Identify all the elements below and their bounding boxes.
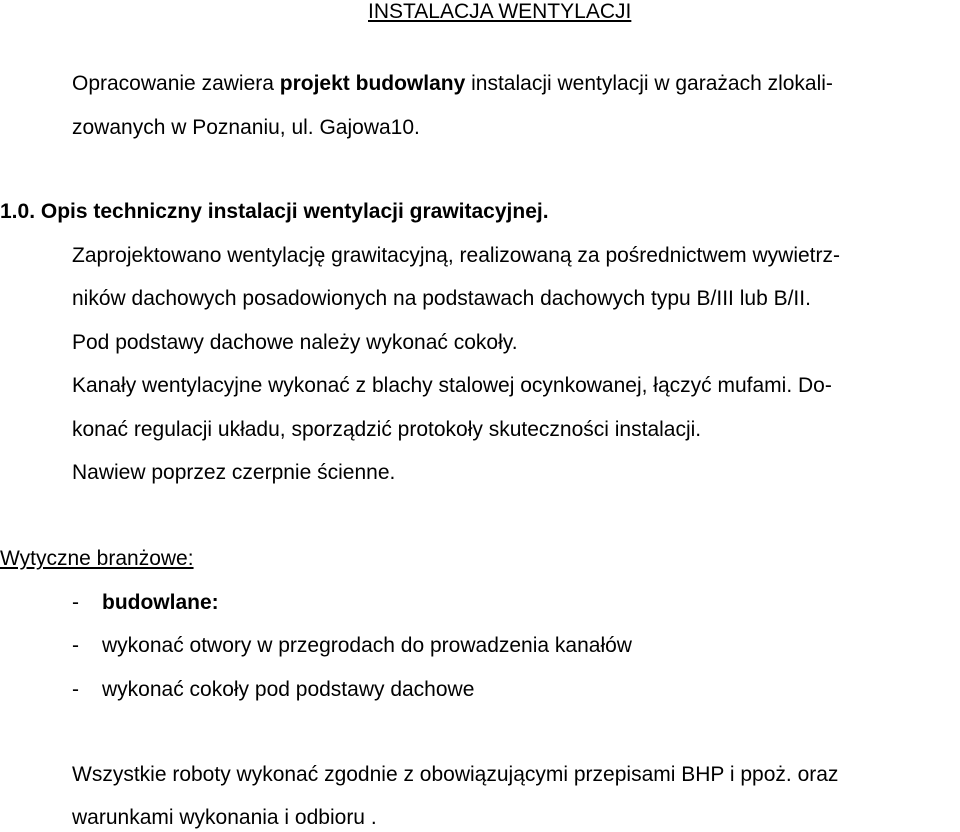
section-text-line: ników dachowych posadowionych na podstawach dachowych typu B/III lub B/II. [72, 287, 811, 310]
list-item [72, 678, 474, 702]
guidelines-subheading: budowlane: [102, 591, 219, 614]
list-item [72, 634, 632, 658]
intro-paragraph-line-2: zowanych w Poznaniu, ul. Gajowa10. [72, 116, 420, 139]
section-text-line: Zaprojektowano wentylację grawitacyjną, realizowaną za pośrednictwem wywietrz- [72, 244, 840, 267]
guidelines-subheading-row [72, 591, 219, 615]
intro-bold-phrase: projekt budowlany [279, 72, 466, 95]
guidelines-heading: Wytyczne branżowe: [0, 547, 194, 570]
section-text-line: Pod podstawy dachowe należy wykonać cokoły. [72, 331, 518, 354]
intro-text-end: instalacji wentylacji w garażach zlokali- [465, 72, 833, 95]
document-title: INSTALACJA WENTYLACJI [368, 0, 632, 23]
list-dash: - [72, 678, 79, 701]
intro-paragraph-line-1 [72, 72, 833, 96]
list-dash: - [72, 634, 79, 657]
section-text-line: Nawiew poprzez czerpnie ścienne. [72, 461, 396, 484]
list-item-text: wykonać otwory w przegrodach do prowadzenia kanałów [102, 634, 632, 657]
list-item-text: wykonać cokoły pod podstawy dachowe [102, 678, 475, 701]
section-text-line: konać regulacji układu, sporządzić protokoły skuteczności instalacji. [72, 418, 702, 441]
closing-line-2: warunkami wykonania i odbioru . [72, 806, 377, 829]
list-dash: - [72, 591, 79, 614]
intro-text-start: Opracowanie zawiera [72, 72, 280, 95]
closing-line-1: Wszystkie roboty wykonać zgodnie z obowiązującymi przepisami BHP i ppoż. oraz [72, 763, 839, 786]
section-text-line: Kanały wentylacyjne wykonać z blachy stalowej ocynkowanej, łączyć mufami. Do- [72, 374, 832, 397]
section-heading: 1.0. Opis techniczny instalacji wentylacji grawitacyjnej. [0, 200, 549, 223]
